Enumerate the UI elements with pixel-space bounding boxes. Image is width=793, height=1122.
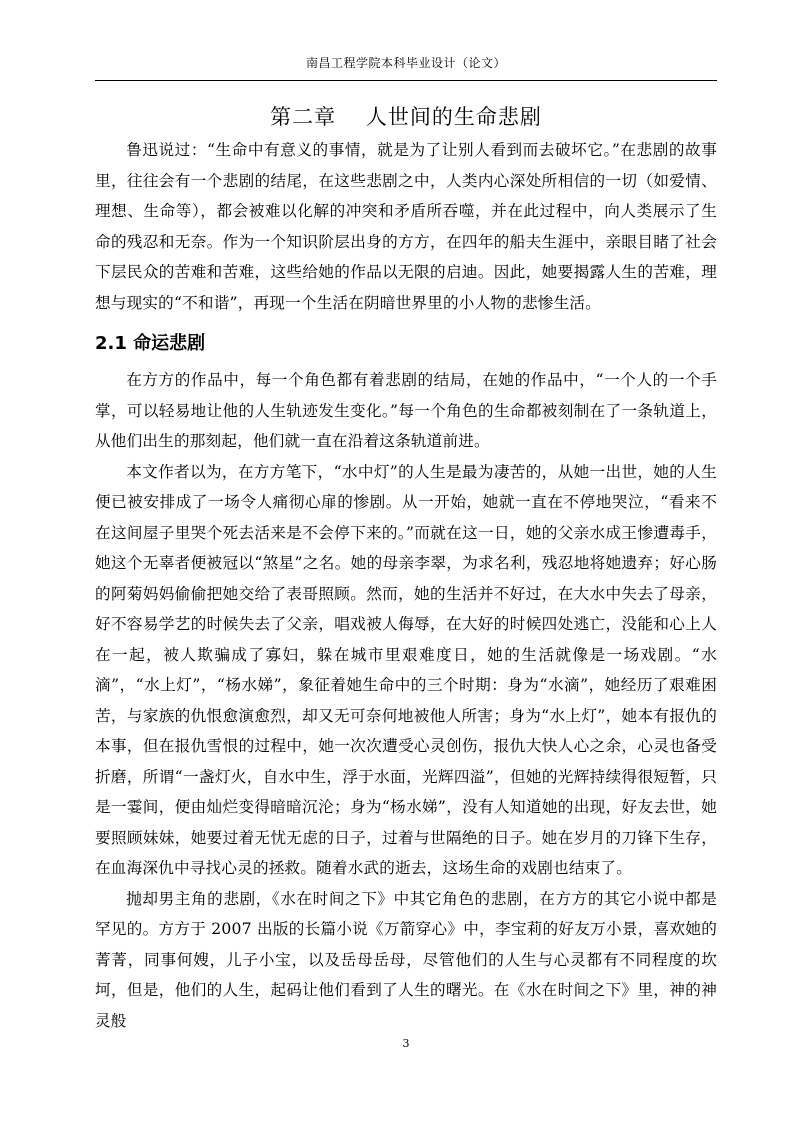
- page-number: 3: [402, 1037, 410, 1050]
- section-body: [95, 365, 717, 1036]
- page-header: 南昌工程学院本科毕业设计（论文）: [305, 56, 506, 70]
- body-paragraph: 在方方的作品中，每一个角色都有着悲剧的结局，在她的作品中，“一个人的一个手掌，可以轻易地让他的人生轨迹发生变化。”每一个角色的生命都被刻制在了一条轨道上，从他们出生的那刻起，他们就一直在沿着这条轨道前进。: [95, 371, 717, 450]
- section-title: 2.1 命运悲剧: [95, 333, 206, 354]
- intro-block: [95, 135, 717, 318]
- body-paragraph: 抛却男主角的悲剧，《水在时间之下》中其它角色的悲剧，在方方的其它小说中都是罕见的。方方于 2007 出版的长篇小说《万箭穿心》中，李宝莉的好友万小景，喜欢她的菁菁，同事何嫂，儿子小宝，以及岳母岳母，尽管他们的人生与心灵都有不同程度的坎坷，但是，他们的人生，起码让他们看到了人生的曙光。在《水在时间之下》里，神的神灵般: [95, 889, 717, 1030]
- header-rule: [95, 80, 717, 81]
- intro-paragraph: 鲁迅说过：“生命中有意义的事情，就是为了让别人看到而去破坏它。”在悲剧的故事里，往往会有一个悲剧的结尾，在这些悲剧之中，人类内心深处所相信的一切（如爱情、理想、生命等），都会被难以化解的冲突和矛盾所吞噬，并在此过程中，向人类展示了生命的残忍和无奈。作为一个知识阶层出身的方方，在四年的船夫生涯中，亲眼目睹了社会下层民众的苦难和苦难，这些给她的作品以无限的启迪。因此，她要揭露人生的苦难，理想与现实的“不和谐”，再现一个生活在阴暗世界里的小人物的悲惨生活。: [95, 141, 717, 312]
- body-paragraph: 本文作者以为，在方方笔下，“水中灯”的人生是最为凄苦的，从她一出世，她的人生便已被安排成了一场令人痛彻心扉的惨剧。从一开始，她就一直在不停地哭泣，“看来不在这间屋子里哭个死去活来是不会停下来的。”而就在这一日，她的父亲水成王惨遭毒手，她这个无辜者便被冠以“煞星”之名。她的母亲李翠，为求名利，残忍地将她遗弃；好心肠的阿菊妈妈偷偷把她交给了表哥照顾。然而，她的生活并不好过，在大水中失去了母亲，好不容易学艺的时候失去了父亲，唱戏被人侮辱，在大好的时候四处逃亡，没能和心上人在一起，被人欺骗成了寡妇，躲在城市里艰难度日，她的生活就像是一场戏剧。“水滴”，“水上灯”，“杨水娣”，象征着她生命中的三个时期：身为“水滴”，她经历了艰难困苦，与家族的仇恨愈演愈烈，却又无可奈何地被他人所害；身为“水上灯”，她本有报仇的本事，但在报仇雪恨的过程中，她一次次遭受心灵创伤，报仇大快人心之余，心灵也备受折磨，所谓“一盏灯火，自水中生，浮于水面，光辉四溢”，但她的光辉持续得很短暂，只是一霎间，便由灿烂变得暗暗沉沦；身为“杨水娣”，没有人知道她的出现，好友去世，她要照顾妹妹，她要过着无忧无虑的日子，过着与世隔绝的日子。她在岁月的刀锋下生存，在血海深仇中寻找心灵的拯救。随着水武的逝去，这场生命的戏剧也结束了。: [95, 462, 717, 877]
- chapter-title: 第二章 人世间的生命悲剧: [270, 105, 542, 129]
